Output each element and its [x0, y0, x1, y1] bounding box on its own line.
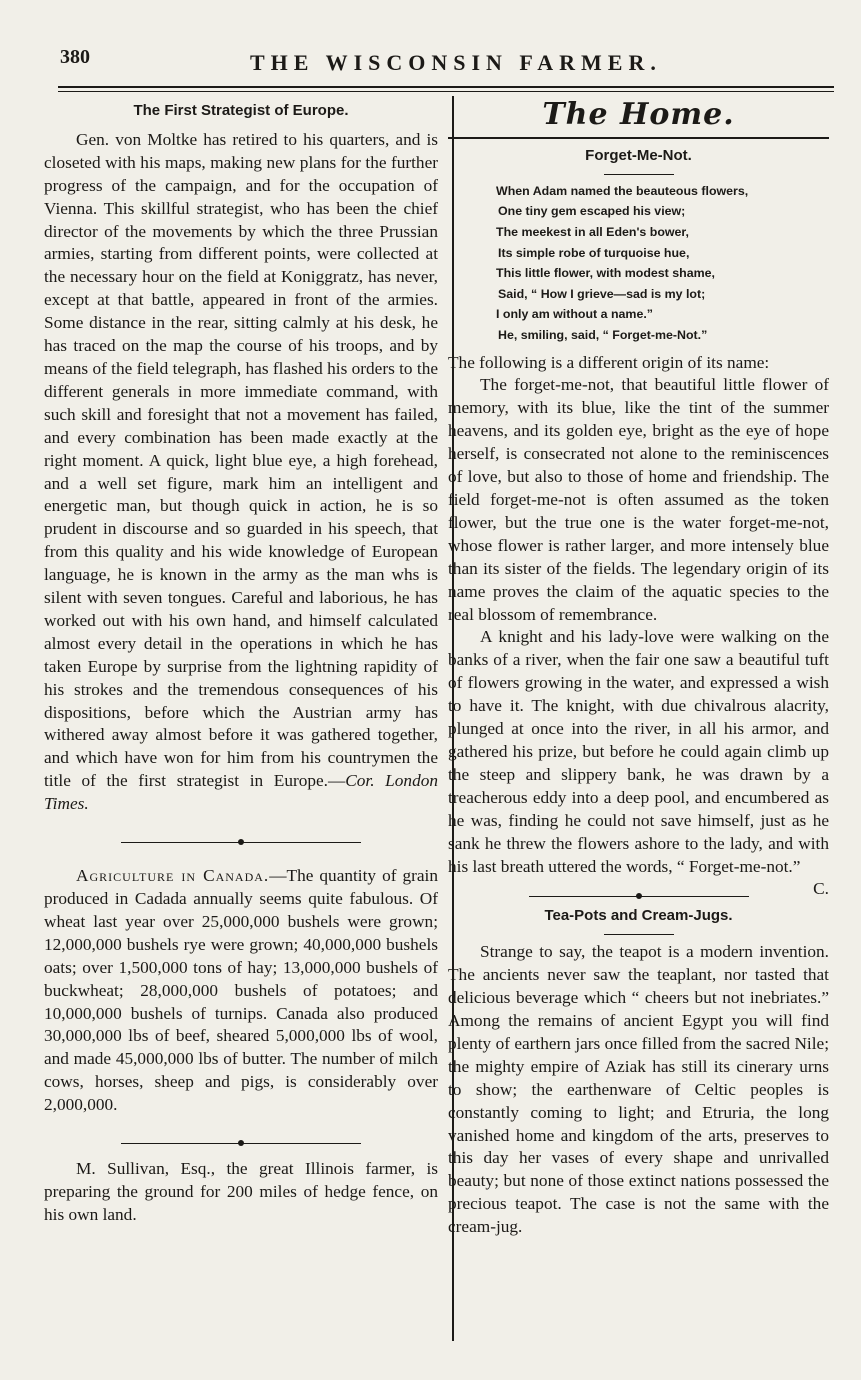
poem-line: Said, “ How I grieve—sad is my lot;: [498, 286, 706, 301]
origin-intro: The following is a different origin of its name:: [448, 352, 770, 372]
article-separator: [121, 842, 361, 843]
left-column: [44, 100, 438, 1227]
poem: [448, 181, 829, 346]
article-separator: [529, 896, 749, 897]
right-column: [448, 97, 829, 1239]
running-head: THE WISCONSIN FARMER.: [250, 50, 662, 75]
forget-me-not-paragraph: The forget-me-not, that beautiful little flower of memory, with its blue, like the tint of the summer heavens, and its golden eye, bright as the eye of hope herself, is consecrated not alone to the reminiscences of love, but also to those of home and friendship. The field forget-me-not is often assumed as the token flower, but the true one is the water forget-me-not, whose flower is rather larger, and more intensely blue than its sister of the fields. The legendary origin of its name proves the claim of the aquatic species to the real blossom of remembrance.: [448, 375, 829, 624]
poem-line: The meekest in all Eden's bower,: [496, 225, 690, 239]
article-body-sullivan: M. Sullivan, Esq., the great Illinois farmer, is preparing the ground for 200 miles of hedge fence, on his own land.: [44, 1159, 438, 1224]
strategist-body-text: Gen. von Moltke has retired to his quarters, and is closeted with his maps, making new plans for the further progress of the campaign, and for the occupation of Vienna. This skillful strategist, who has been the chief director of the movements by which the three Prussian armies, starting from different points, were collected at the necessary hour on the field at Koniggratz, has never, except at that battle, appeared in front of the armies. Some distance in the rear, sitting calmly at his desk, he has traced on the map the course of his troops, and by means of the field telegraph, has flashed his orders to the different generals in more immediate command, with such skill and foresight that not a movement has failed, and every combination has been made exactly at the right moment. A quick, light blue eye, a high forehead, and a well set figure, mark him an intelligent and energetic man, but though quick in action, he is so prudent in discourse and so guarded in his speech, that from this quality and his wide knowledge of European language, he is known in the army as the man whs is silent with seven tongues. Careful and laborious, he has worked out with his own hand, and himself calculated almost every detail in the operations in which he has taken Europe by surprise from the lightning rapidity of his strokes and the tremendous consequences of his dispositions, before which the Austrian army has withered away almost before it was gathered together, and which have won for him from his countrymen the title of the first strategist in Europe.—: [44, 129, 438, 791]
header-rule: [58, 86, 834, 88]
title-rule: [604, 934, 674, 935]
knight-paragraph: [448, 626, 829, 899]
poem-line: He, smiling, said, “ Forget-me-Not.”: [498, 327, 708, 342]
article-source: Cor. London Times.: [44, 771, 438, 814]
article-body-agriculture: [44, 865, 438, 1117]
section-rule: [448, 137, 829, 139]
section-title-home: The Home.: [542, 97, 735, 132]
poem-line: One tiny gem escaped his view;: [498, 204, 686, 219]
poem-line: I only am without a name.”: [496, 307, 653, 322]
article-separator: [121, 1143, 361, 1144]
poem-line: Its simple robe of turquoise hue,: [498, 245, 690, 260]
poem-line: When Adam named the beauteous flowers,: [496, 183, 749, 198]
poem-title: Forget-Me-Not.: [585, 146, 692, 164]
article-body-teapots: Strange to say, the teapot is a modern invention. The ancients never saw the teaplant, nor tasted that delicious beverage which “ cheers but not inebriates.” Among the remains of ancient Egypt you will find plenty of earthern jars once filled from the sacred Nile; the mighty empire of Aziak has still its cinerary urns to show; the earthenware of Celtic peoples is constantly coming to light; and Etruria, the long vanished home and kingdom of the arts, preserves to this day her vases of every shape and unrivalled beauty; but none of those extinct nations possessed the precious teapot. The case is not the same with the cream-jug.: [448, 942, 829, 1237]
agriculture-body-text: —The quantity of grain produced in Cadada annually seems quite fabulous. Of wheat last year over 25,000,000 bushels were grown; 12,000,000 bushels rye were grown; 40,000,000 bushels oats; over 1,500,000 tons of hay; 13,000,000 bushels of buckwheat; 28,000,000 bushels of potatoes; and 10,000,000 bushels of turnips. Canada also produced 30,000,000 lbs of beef, sheared 5,000,000 lbs of wool, and made 45,000,000 lbs of butter. The number of milch cows, horses, sheep and pigs, is considerably over 2,000,000.: [44, 866, 438, 1115]
page-number: 380: [60, 46, 90, 68]
poem-line: This little flower, with modest shame,: [496, 266, 715, 281]
agriculture-lead: Agriculture in Canada.: [76, 866, 270, 886]
title-rule: [604, 174, 674, 175]
article-title-strategist: The First Strategist of Europe.: [133, 102, 349, 119]
article-title-teapots: Tea-Pots and Cream-Jugs.: [544, 907, 733, 925]
article-body-strategist: [44, 129, 438, 816]
knight-paragraph-text: A knight and his lady-love were walking on the banks of a river, when the fair one saw a beautiful tuft of flowers growing in the water, and expressed a wish to have it. The knight, with due chivalrous alacrity, plunged at once into the river, in all his armor, and gathered his prize, but before he could again climb up the steep and slippery bank, he was drawn by a treacherous eddy into a deep pool, and encumbered as he was, finding he could not save himself, just as he sank he threw the flowers ashore to the lady, and with his last breath uttered the words, “ Forget-me-not.”: [448, 627, 829, 876]
header-rule-thin: [58, 91, 834, 92]
author-signature: C.: [813, 879, 829, 899]
